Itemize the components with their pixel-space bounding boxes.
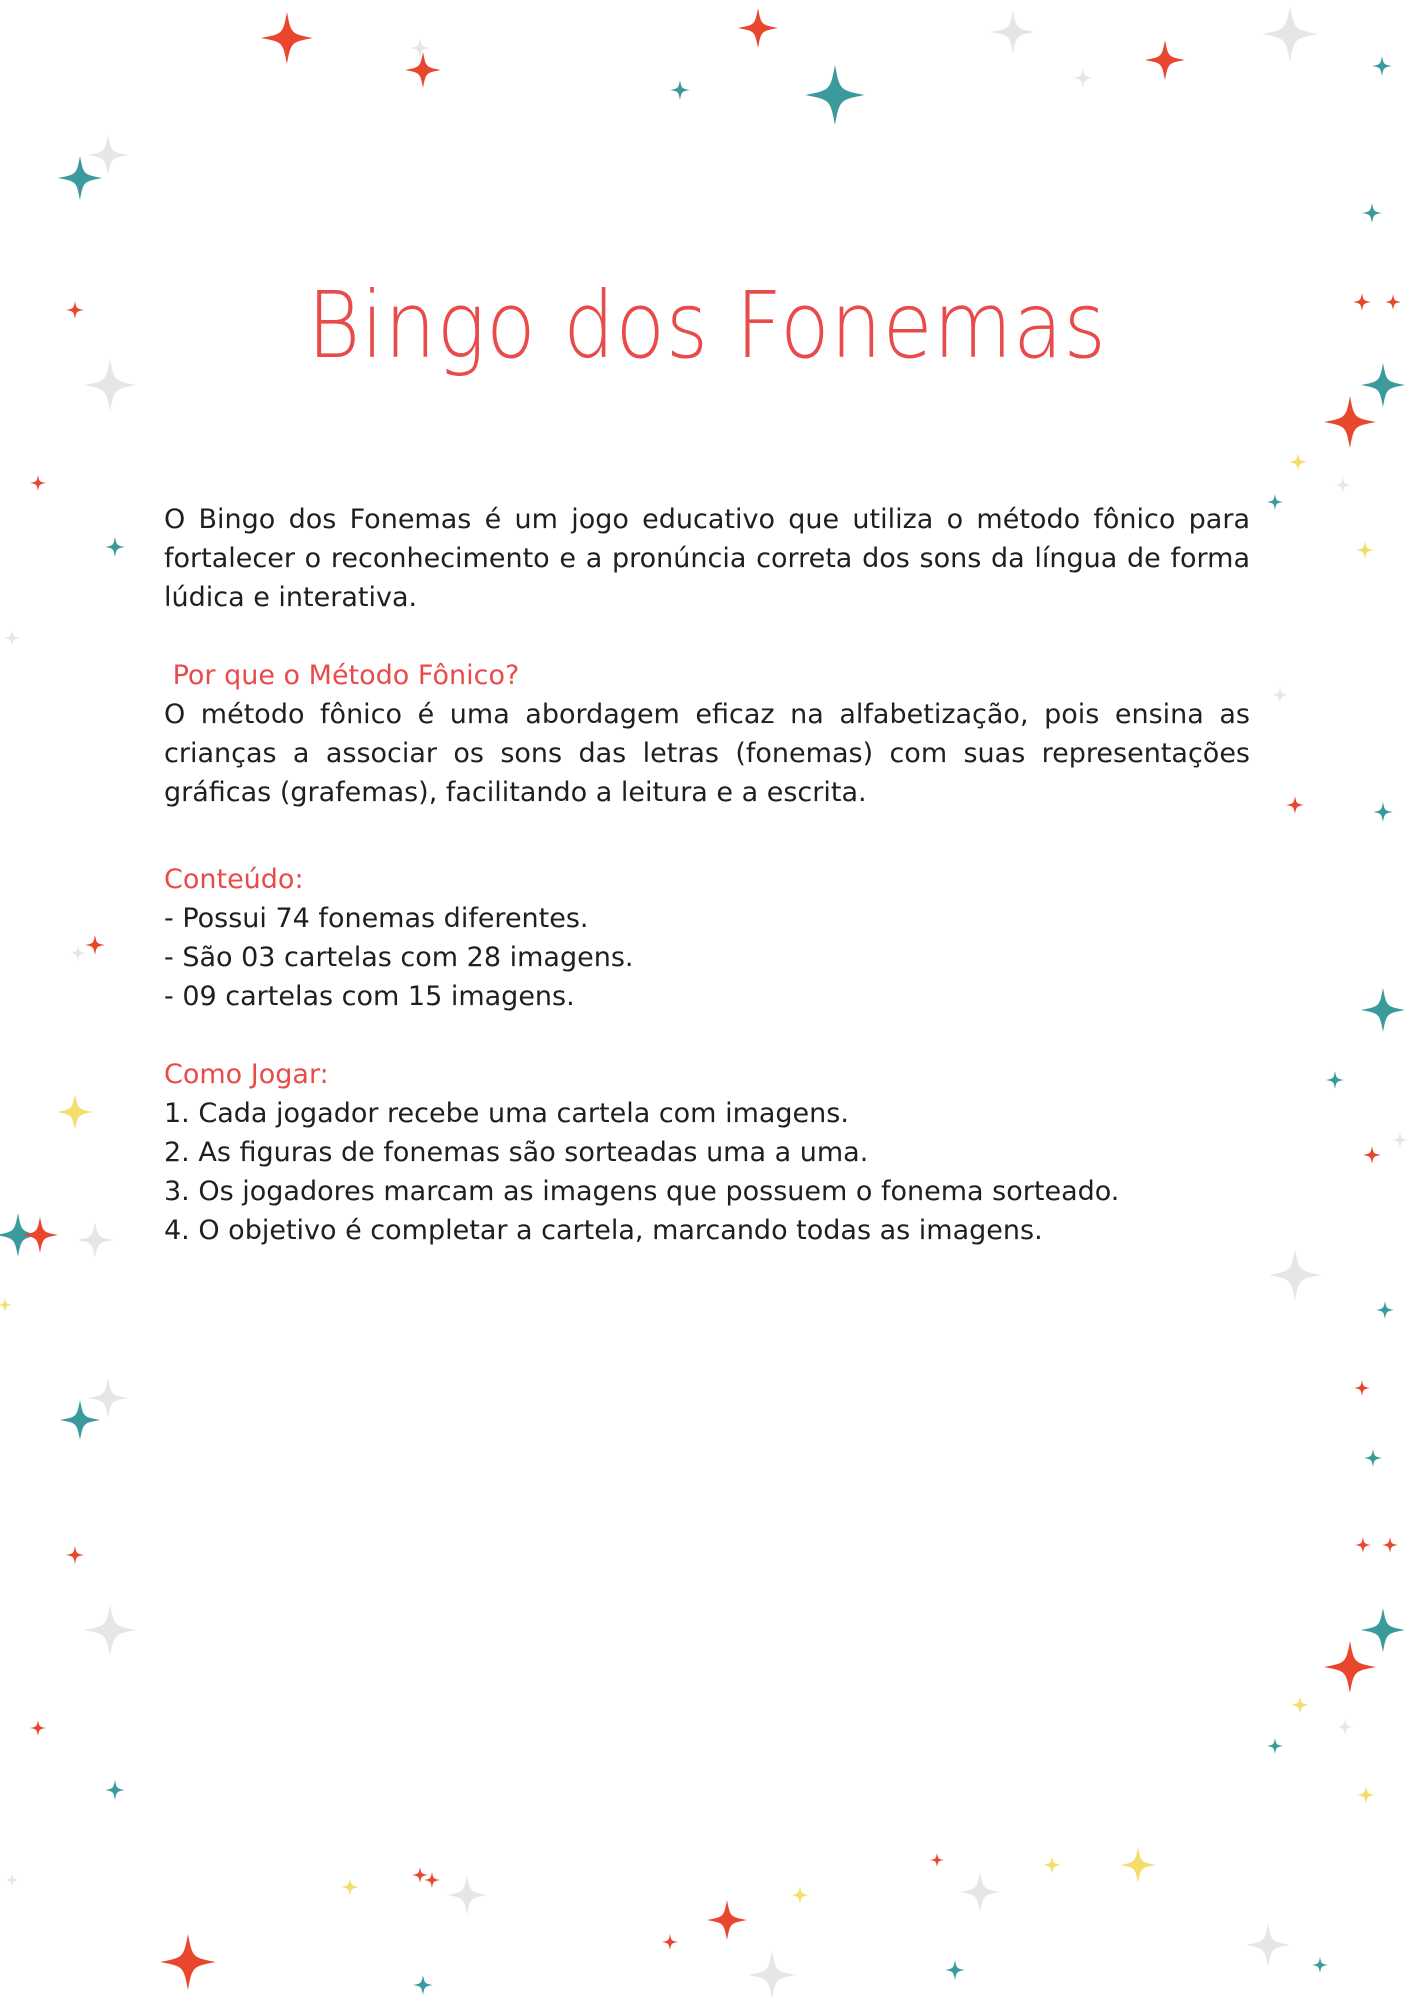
sparkle-star-icon bbox=[791, 1886, 809, 1904]
sparkle-star-icon bbox=[1043, 1856, 1061, 1874]
sparkle-star-icon bbox=[1145, 40, 1185, 80]
sparkle-star-icon bbox=[412, 1867, 428, 1883]
sparkle-star-icon bbox=[707, 1900, 747, 1940]
sparkle-star-icon bbox=[1385, 294, 1401, 310]
sparkle-star-icon bbox=[1073, 68, 1093, 88]
sparkle-star-icon bbox=[1356, 541, 1374, 559]
sparkle-star-icon bbox=[1372, 56, 1392, 76]
why-paragraph: O método fônico é uma abordagem eficaz na alfabetização, pois ensina as crianças a associar os sons das letras (fonemas) com suas representações gráficas (grafemas), facilitando a leitura e a escrita. bbox=[164, 699, 1250, 808]
sparkle-star-icon bbox=[1269, 1249, 1321, 1301]
sparkle-star-icon bbox=[447, 1875, 487, 1915]
sparkle-star-icon bbox=[30, 475, 46, 491]
sparkle-star-icon bbox=[70, 945, 86, 961]
sparkle-star-icon bbox=[261, 12, 313, 64]
intro-paragraph: O Bingo dos Fonemas é um jogo educativo que utiliza o método fônico para fortalecer o reconhecimento e a pronúncia correta dos sons da língua de forma lúdica e interativa. bbox=[164, 504, 1250, 613]
sparkle-star-icon bbox=[1246, 1923, 1290, 1967]
sparkle-star-icon bbox=[66, 301, 84, 319]
sparkle-star-icon bbox=[4, 630, 20, 646]
sparkle-star-icon bbox=[1335, 477, 1351, 493]
sparkle-star-icon bbox=[410, 38, 430, 58]
sparkle-star-icon bbox=[1267, 494, 1283, 510]
sparkle-star-icon bbox=[1289, 453, 1307, 471]
sparkle-star-icon bbox=[1357, 1786, 1375, 1804]
sparkle-star-icon bbox=[1267, 1738, 1283, 1754]
sparkle-star-icon bbox=[57, 1094, 93, 1130]
sparkle-star-icon bbox=[670, 80, 690, 100]
sparkle-star-icon bbox=[160, 1934, 216, 1990]
sparkle-star-icon bbox=[1324, 1641, 1376, 1693]
how-step: 1. Cada jogador recebe uma cartela com imagens. bbox=[164, 1098, 849, 1129]
sparkle-star-icon bbox=[945, 1960, 965, 1980]
content-item: - São 03 cartelas com 28 imagens. bbox=[164, 942, 634, 973]
sparkle-star-icon bbox=[1354, 1380, 1370, 1396]
sparkle-star-icon bbox=[88, 135, 128, 175]
sparkle-star-icon bbox=[22, 1217, 58, 1253]
content-heading: Conteúdo: bbox=[164, 864, 304, 895]
sparkle-star-icon bbox=[88, 1378, 128, 1418]
sparkle-star-icon bbox=[424, 1872, 440, 1888]
how-step: 4. O objetivo é completar a cartela, marcando todas as imagens. bbox=[164, 1215, 1043, 1246]
sparkle-star-icon bbox=[1312, 1957, 1328, 1973]
sparkle-star-icon bbox=[1355, 1537, 1371, 1553]
content-item: - 09 cartelas com 15 imagens. bbox=[164, 981, 575, 1012]
sparkle-star-icon bbox=[5, 1873, 19, 1887]
sparkle-star-icon bbox=[58, 156, 102, 200]
sparkle-star-icon bbox=[1363, 1146, 1381, 1164]
sparkle-star-icon bbox=[1361, 1608, 1405, 1652]
sparkle-star-icon bbox=[930, 1853, 944, 1867]
page-title: Bingo dos Fonemas bbox=[307, 272, 1107, 379]
sparkle-star-icon bbox=[1376, 1301, 1394, 1319]
sparkle-star-icon bbox=[1353, 293, 1371, 311]
document-body bbox=[164, 500, 1250, 1250]
sparkle-star-icon bbox=[105, 537, 125, 557]
sparkle-star-icon bbox=[405, 52, 441, 88]
sparkle-star-icon bbox=[1324, 396, 1376, 448]
how-step: 3. Os jogadores marcam as imagens que possuem o fonema sorteado. bbox=[164, 1176, 1120, 1207]
content-item: - Possui 74 fonemas diferentes. bbox=[164, 903, 589, 934]
sparkle-star-icon bbox=[1291, 1696, 1309, 1714]
sparkle-star-icon bbox=[738, 8, 778, 48]
sparkle-star-icon bbox=[413, 1975, 433, 1995]
sparkle-star-icon bbox=[748, 1951, 796, 1999]
sparkle-star-icon bbox=[1361, 363, 1405, 407]
sparkle-star-icon bbox=[1286, 796, 1304, 814]
sparkle-star-icon bbox=[85, 935, 105, 955]
sparkle-star-icon bbox=[84, 1604, 136, 1656]
sparkle-star-icon bbox=[1382, 1537, 1398, 1553]
sparkle-star-icon bbox=[1362, 203, 1382, 223]
sparkle-star-icon bbox=[1120, 1847, 1156, 1883]
sparkle-star-icon bbox=[1392, 1132, 1408, 1148]
sparkle-star-icon bbox=[1373, 802, 1393, 822]
sparkle-star-icon bbox=[60, 1400, 100, 1440]
how-step: 2. As figuras de fonemas são sorteadas uma a uma. bbox=[164, 1137, 869, 1168]
sparkle-star-icon bbox=[1361, 988, 1405, 1032]
sparkle-star-icon bbox=[805, 65, 865, 125]
sparkle-star-icon bbox=[1326, 1071, 1344, 1089]
sparkle-star-icon bbox=[960, 1872, 1000, 1912]
sparkle-star-icon bbox=[77, 1222, 113, 1258]
sparkle-star-icon bbox=[30, 1720, 46, 1736]
sparkle-star-icon bbox=[105, 1780, 125, 1800]
sparkle-star-icon bbox=[1337, 1719, 1353, 1735]
sparkle-star-icon bbox=[66, 1546, 84, 1564]
sparkle-star-icon bbox=[341, 1878, 359, 1896]
sparkle-star-icon bbox=[1364, 1449, 1382, 1467]
sparkle-star-icon bbox=[991, 10, 1035, 54]
sparkle-star-icon bbox=[0, 1298, 12, 1312]
why-heading: Por que o Método Fônico? bbox=[164, 660, 520, 691]
sparkle-star-icon bbox=[662, 1934, 678, 1950]
sparkle-star-icon bbox=[1262, 6, 1318, 62]
sparkle-star-icon bbox=[1272, 687, 1288, 703]
how-heading: Como Jogar: bbox=[164, 1059, 329, 1090]
